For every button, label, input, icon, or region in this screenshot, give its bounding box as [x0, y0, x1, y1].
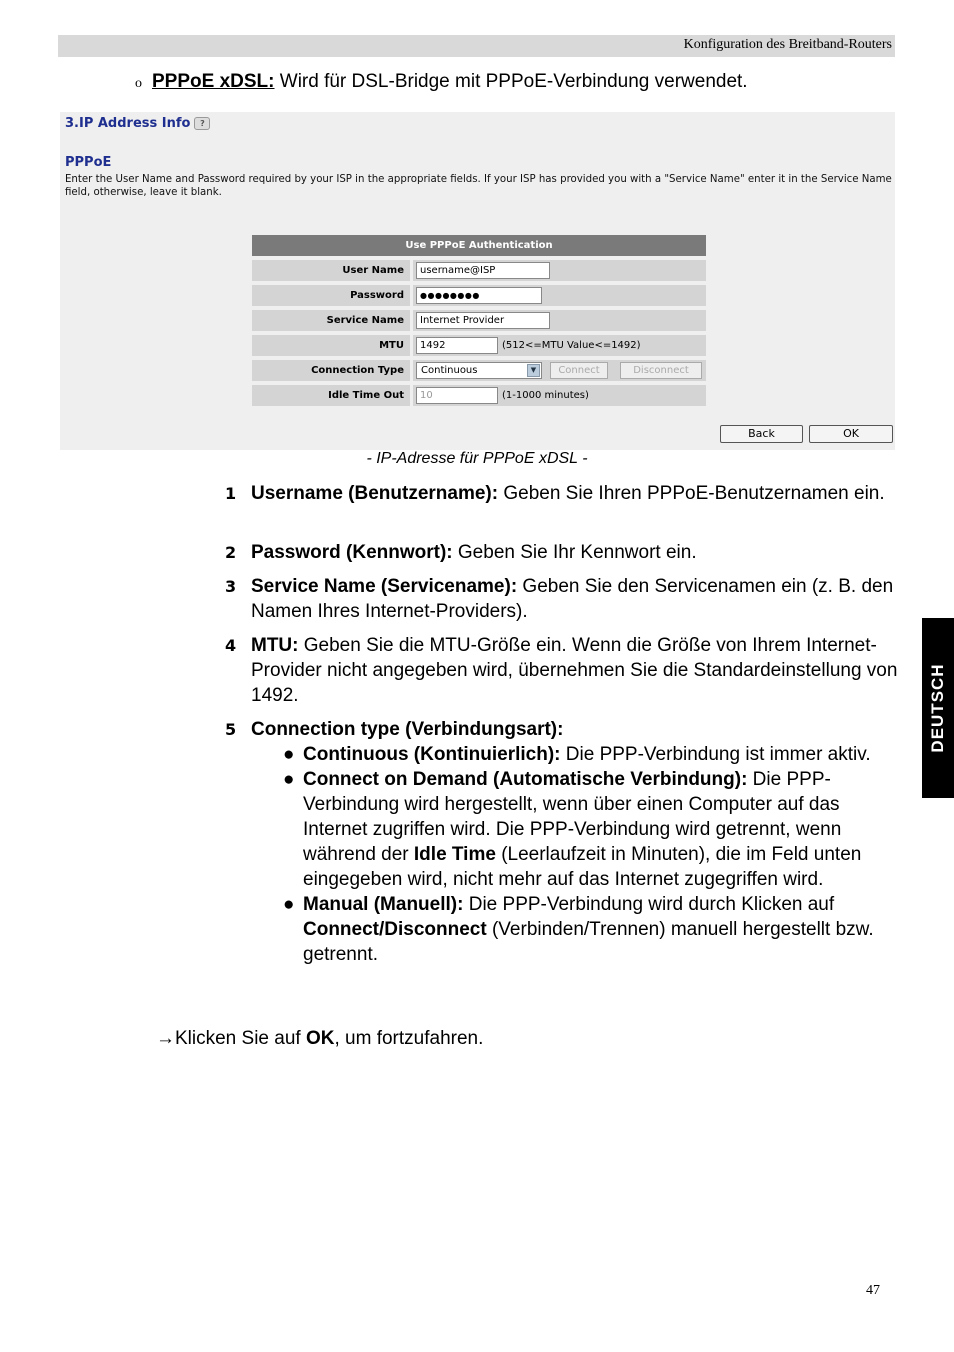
password-label: Password — [252, 285, 410, 306]
outro-text-end: , um fortzufahren. — [334, 1028, 484, 1049]
back-button[interactable]: Back — [720, 425, 803, 443]
option-text: (Leerlaufzeit in Minuten), die im Feld unten eingegeben wird, nicht mehr auf das Internet zugegriffen wird. — [303, 844, 862, 890]
list-item — [251, 574, 899, 624]
item-number: 2 — [225, 543, 237, 562]
language-tab-label: DEUTSCH — [928, 663, 947, 753]
figure-caption — [0, 450, 954, 468]
list-item — [251, 540, 899, 565]
row-mtu — [252, 335, 706, 356]
row-idle-time — [252, 385, 706, 406]
service-input[interactable]: Internet Provider — [416, 312, 550, 329]
language-tab — [922, 618, 954, 798]
idle-time-label: Idle Time Out — [252, 385, 410, 406]
mtu-label: MTU — [252, 335, 410, 356]
form-header: Use PPPoE Authentication — [252, 235, 706, 256]
option-text: Die PPP-Verbindung ist immer aktiv. — [560, 744, 871, 765]
page-number: 47 — [866, 1283, 880, 1298]
option-term: Manual (Manuell): — [303, 894, 464, 915]
item-term: Service Name (Servicename): — [251, 576, 518, 597]
password-input[interactable]: ●●●●●●●● — [416, 287, 542, 304]
intro-text: Wird für DSL-Bridge mit PPPoE-Verbindung verwendet. — [274, 71, 748, 92]
connection-type-select[interactable] — [416, 362, 542, 379]
bullet-dot: ● — [283, 744, 295, 765]
item-text: Geben Sie die MTU-Größe ein. Wenn die Größe von Ihrem Internet-Provider nicht angegeben wird, übernehmen Sie die Standardeinstellung von 1492. — [251, 635, 898, 706]
username-label: User Name — [252, 260, 410, 281]
idle-time-input[interactable]: 10 — [416, 387, 498, 404]
screenshot-title — [65, 116, 210, 131]
outro-bold: OK — [305, 1028, 335, 1049]
row-service — [252, 310, 706, 331]
item-term: MTU: — [251, 635, 299, 656]
outro-text: Klicken Sie auf — [175, 1028, 306, 1049]
idle-time-hint: (1-1000 minutes) — [502, 390, 589, 401]
item-number: 3 — [225, 577, 237, 596]
item-number: 5 — [225, 720, 237, 739]
outro-line — [156, 1028, 483, 1050]
disconnect-button[interactable]: Disconnect — [620, 362, 702, 379]
connection-type-value: Continuous — [421, 365, 478, 376]
section-title: PPPoE — [65, 155, 112, 170]
service-label: Service Name — [252, 310, 410, 331]
connect-button[interactable]: Connect — [550, 362, 608, 379]
row-username — [252, 260, 706, 281]
option-text: Die PPP-Verbindung wird hergestellt, wenn über einen Computer auf das Internet zugriffen wird. Die PPP-Verbindung wird getrennt, wenn während der — [303, 769, 842, 865]
mtu-input[interactable]: 1492 — [416, 337, 498, 354]
option-term: Connect on Demand (Automatische Verbindung): — [303, 769, 748, 790]
mtu-hint: (512<=MTU Value<=1492) — [502, 340, 641, 351]
option-bold: Connect/Disconnect — [303, 919, 487, 940]
item-term: Password (Kennwort): — [251, 542, 453, 563]
intro-bullet: o — [135, 76, 142, 91]
item-text: Geben Sie Ihr Kennwort ein. — [452, 542, 697, 563]
option-text: (Verbinden/Trennen) manuell hergestellt bzw. getrennt. — [303, 919, 874, 965]
section-description: Enter the User Name and Password required by your ISP in the appropriate fields. If your ISP has provided you with a "Service Name" enter it in the Service Name field, otherwise, leave it blank. — [65, 174, 892, 198]
username-input[interactable]: username@ISP — [416, 262, 550, 279]
help-icon[interactable]: ? — [194, 117, 210, 130]
bullet-dot: ● — [283, 894, 295, 915]
option-manual — [283, 892, 883, 967]
row-connection-type — [252, 360, 706, 381]
option-term: Continuous (Kontinuierlich): — [303, 744, 561, 765]
router-screenshot — [60, 112, 895, 450]
pppoe-form — [252, 235, 706, 406]
option-text: Die PPP-Verbindung wird durch Klicken auf — [463, 894, 835, 915]
bullet-dot: ● — [283, 769, 295, 790]
intro-line — [135, 71, 748, 93]
item-text: Geben Sie den Servicenamen ein (z. B. den Namen Ihres Internet-Providers). — [251, 576, 894, 622]
list-item — [251, 633, 899, 708]
row-password — [252, 285, 706, 306]
connection-type-options — [283, 742, 883, 967]
item-term: Username (Benutzername): — [251, 483, 499, 504]
item-text: Geben Sie Ihren PPPoE-Benutzernamen ein. — [498, 483, 885, 504]
figure-caption-text: - IP-Adresse für PPPoE xDSL - — [366, 450, 588, 467]
option-continuous — [283, 742, 883, 767]
intro-term: PPPoE xDSL: — [152, 71, 275, 92]
list-item — [251, 717, 899, 742]
item-number: 1 — [225, 484, 237, 503]
ok-button[interactable]: OK — [809, 425, 893, 443]
connection-type-label: Connection Type — [252, 360, 410, 381]
item-term: Connection type (Verbindungsart): — [251, 719, 564, 740]
arrow-right-icon: → — [156, 1028, 175, 1049]
option-on-demand — [283, 767, 883, 892]
screenshot-title-text: 3.IP Address Info — [65, 116, 191, 131]
header-text: Konfiguration des Breitband-Routers — [683, 37, 892, 52]
option-bold: Idle Time — [413, 844, 496, 865]
item-number: 4 — [225, 636, 237, 655]
chevron-down-icon[interactable]: ▼ — [527, 364, 540, 377]
list-item — [251, 481, 899, 506]
running-header — [58, 35, 895, 57]
